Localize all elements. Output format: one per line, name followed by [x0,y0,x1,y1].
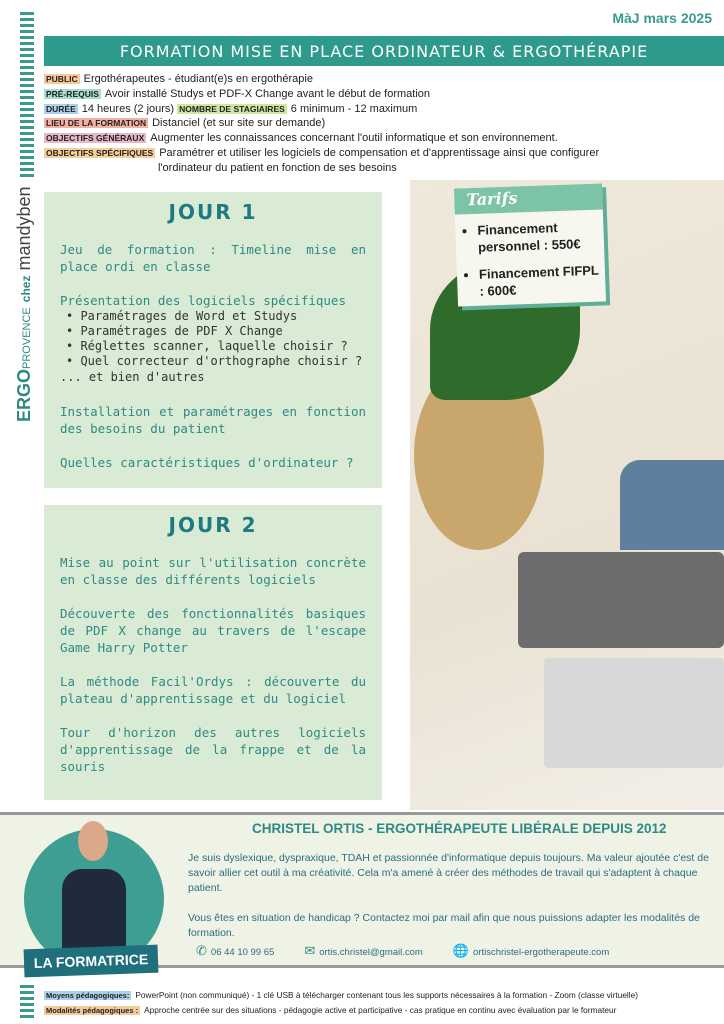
list-item: • Réglettes scanner, laquelle choisir ? [66,339,366,354]
day2-item: Découverte des fonctionnalités basiques de PDF X change au travers de l'escape Game Harry Potter [60,606,366,655]
trainer-section [0,812,724,971]
day1-card [44,192,382,488]
duree-value: 14 heures (2 jours) [81,102,175,115]
logo: ERGOPROVENCE chez mandyben [14,186,34,422]
day1-more: ... et bien d'autres [60,370,205,384]
tarifs-title: Tarifs [466,188,518,210]
bio-paragraph: Je suis dyslexique, dyspraxique, TDAH et passionnée d'informatique depuis toujours. Ma valeur ajoutée c'est de savoir allier cet outil à ma créativité. Cela m'a amené à créer des méthodes de travail qui s'adaptent à chaque patient. [188,852,709,894]
website-link[interactable]: ortischristel-ergotherapeute.com [473,947,610,958]
modal-label: Modalités pédagogiques : [46,1006,139,1015]
nb-value: 6 minimum - 12 maximum [290,102,418,115]
list-item: • Quel correcteur d'orthographe choisir ? [66,354,366,369]
decorative-stripe [20,12,34,177]
website-contact[interactable] [453,943,609,959]
nb-label: NOMBRE DE STAGIAIRES [179,103,285,114]
day2-item: Tour d'horizon des autres logiciels d'apprentissage de la frappe et de la souris [60,725,366,774]
day2-item: Mise au point sur l'utilisation concrète en classe des différents logiciels [60,555,366,587]
day2-title: JOUR 2 [168,513,258,537]
public-label: PUBLIC [46,74,78,84]
prereq-label: PRÉ-REQUIS [46,88,99,99]
day1-item: Installation et paramétrages en fonction des besoins du patient [60,404,366,436]
tarif-item: • Financement FIFPL : 600€ [479,262,600,300]
day1-item: Présentation des logiciels spécifiques [60,293,346,308]
page-title: FORMATION MISE EN PLACE ORDINATEUR & ERGOTHÉRAPIE [44,36,724,66]
day2-card [44,505,382,800]
update-date: MàJ mars 2025 [612,10,712,26]
trainer-badge: LA FORMATRICE [24,945,159,978]
list-item: • Paramétrages de PDF X Change [66,324,366,339]
day1-item: Jeu de formation : Timeline mise en place ordi en classe [60,242,366,274]
day1-item: Quelles caractéristiques d'ordinateur ? [60,455,354,470]
list-item: • Paramétrages de Word et Studys [66,309,366,324]
info-block [44,72,684,176]
email-contact[interactable] [304,943,423,959]
duree-label: DURÉE [46,103,76,114]
email-link[interactable]: ortis.christel@gmail.com [319,947,423,958]
day1-list [60,309,366,369]
obj-gen-label: OBJECTIFS GÉNÉRAUX [46,133,145,144]
day1-title: JOUR 1 [168,200,258,224]
obj-spe-value-2: l'ordinateur du patient en fonction de ses besoins [158,161,397,174]
decorative-stripe [20,985,34,1021]
lieu-label: LIEU DE LA FORMATION [46,118,147,129]
day2-item: La méthode Facil'Ordys : découverte du plateau d'apprentissage et du logiciel [60,674,366,706]
email-icon: ✉ [304,943,316,958]
prereq-value: Avoir installé Studys et PDF-X Change avant le début de formation [104,87,430,100]
bio-paragraph: Vous êtes en situation de handicap ? Contactez moi par mail afin que nous puissions adapter les modalités de formation. [188,912,700,939]
laptop-screen [518,552,724,648]
phone-contact[interactable] [196,943,274,959]
jeans-shape [620,460,724,550]
phone-number: 06 44 10 99 65 [210,947,275,958]
contacts [196,943,609,959]
public-value: Ergothérapeutes - étudiant(e)s en ergothérapie [83,73,313,85]
obj-gen-value: Augmenter les connaissances concernant l'outil informatique et son environnement. [150,132,558,145]
laptop-keyboard [544,658,724,768]
obj-spe-label: OBJECTIFS SPÉCIFIQUES [46,147,154,158]
obj-spe-value: Paramétrer et utiliser les logiciels de compensation et d'apprentissage ainsi que configurer [159,146,600,159]
modal-value: Approche centrée sur des situations - pédagogie active et participative - cas pratique en continu avec évaluation par le formateur [144,1005,617,1015]
moyens-label: Moyens pédagogiques: [46,991,130,1000]
trainer-name: CHRISTEL ORTIS - ERGOTHÉRAPEUTE LIBÉRALE DEPUIS 2012 [252,821,667,836]
tarif-item: • Financement personnel : 550€ [477,218,598,256]
tarifs-card [454,183,606,306]
lieu-value: Distanciel (et sur site sur demande) [152,117,326,130]
footer [44,988,638,1018]
globe-icon: 🌐 [452,943,470,958]
moyens-value: PowerPoint (non communiqué) - 1 clé USB à télécharger contenant tous les supports nécessaires à la formation - Zoom (classe virtuelle) [135,990,638,1000]
phone-icon: ✆ [196,943,207,958]
trainer-bio [188,851,714,941]
